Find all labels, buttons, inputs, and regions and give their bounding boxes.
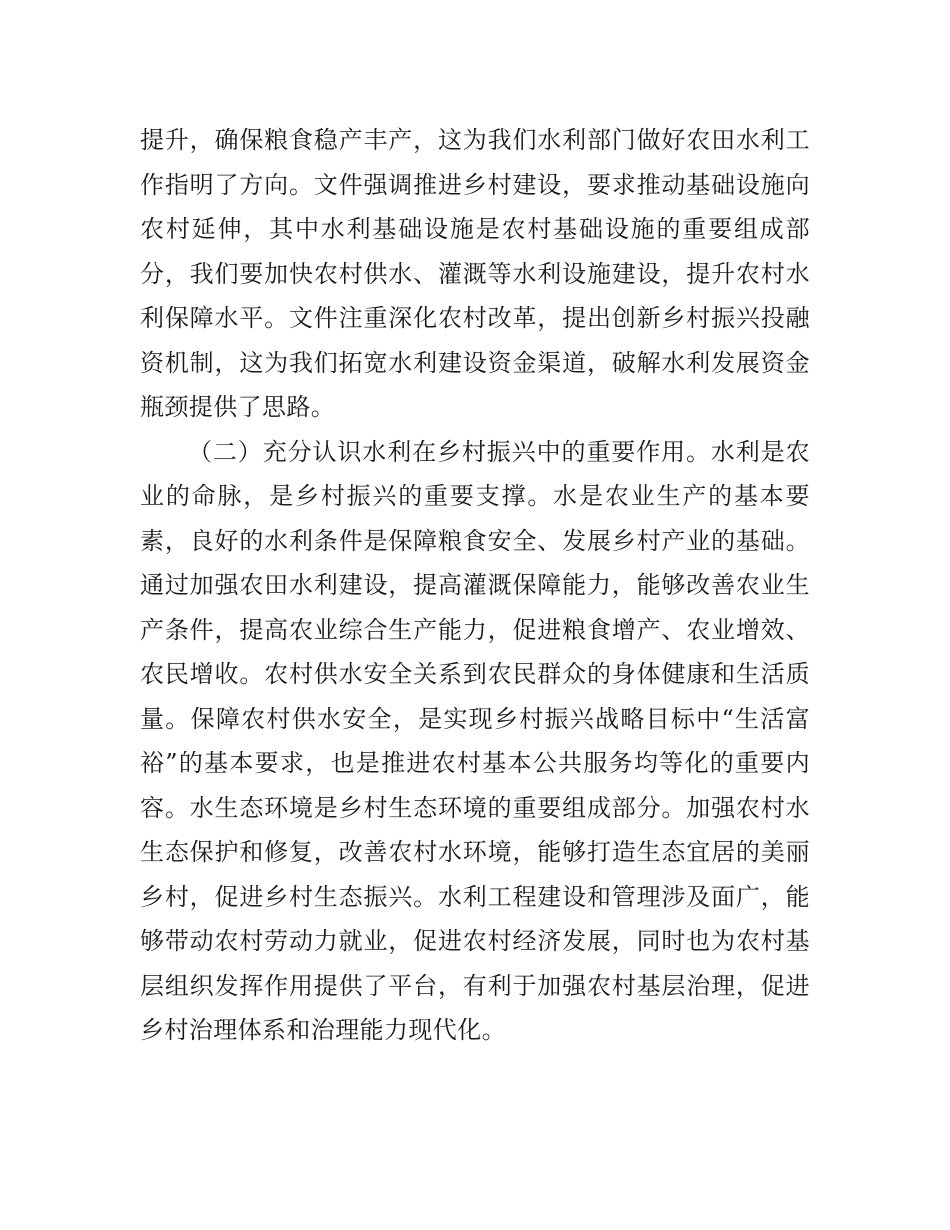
paragraph-section-2: （二）充分认识水利在乡村振兴中的重要作用。水利是农业的命脉，是乡村振兴的重要支撑。水是农业生产的基本要素，良好的水利条件是保障粮食安全、发展乡村产业的基础。通过加强农田水利建设，提高灌溉保障能力，能够改善农业生产条件，提高农业综合生产能力，促进粮食增产、农业增效、农民增收。农村供水安全关系到农民群众的身体健康和生活质量。保障农村供水安全，是实现乡村振兴战略目标中“生活富裕”的基本要求，也是推进农村基本公共服务均等化的重要内容。水生态环境是乡村生态环境的重要组成部分。加强农村水生态保护和修复，改善农村水环境，能够打造生态宜居的美丽乡村，促进乡村生态振兴。水利工程建设和管理涉及面广，能够带动农村劳动力就业，促进农村经济发展，同时也为农村基层组织发挥作用提供了平台，有利于加强农村基层治理，促进乡村治理体系和治理能力现代化。 [140, 437, 810, 1044]
paragraph-continuation: 提升，确保粮食稳产丰产，这为我们水利部门做好农田水利工作指明了方向。文件强调推进乡村建设，要求推动基础设施向农村延伸，其中水利基础设施是农村基础设施的重要组成部分，我们要加快农村供水、灌溉等水利设施建设，提升农村水利保障水平。文件注重深化农村改革，提出创新乡村振兴投融资机制，这为我们拓宽水利建设资金渠道，破解水利发展资金瓶颈提供了思路。 [140, 126, 810, 421]
document-body [140, 118, 810, 1053]
